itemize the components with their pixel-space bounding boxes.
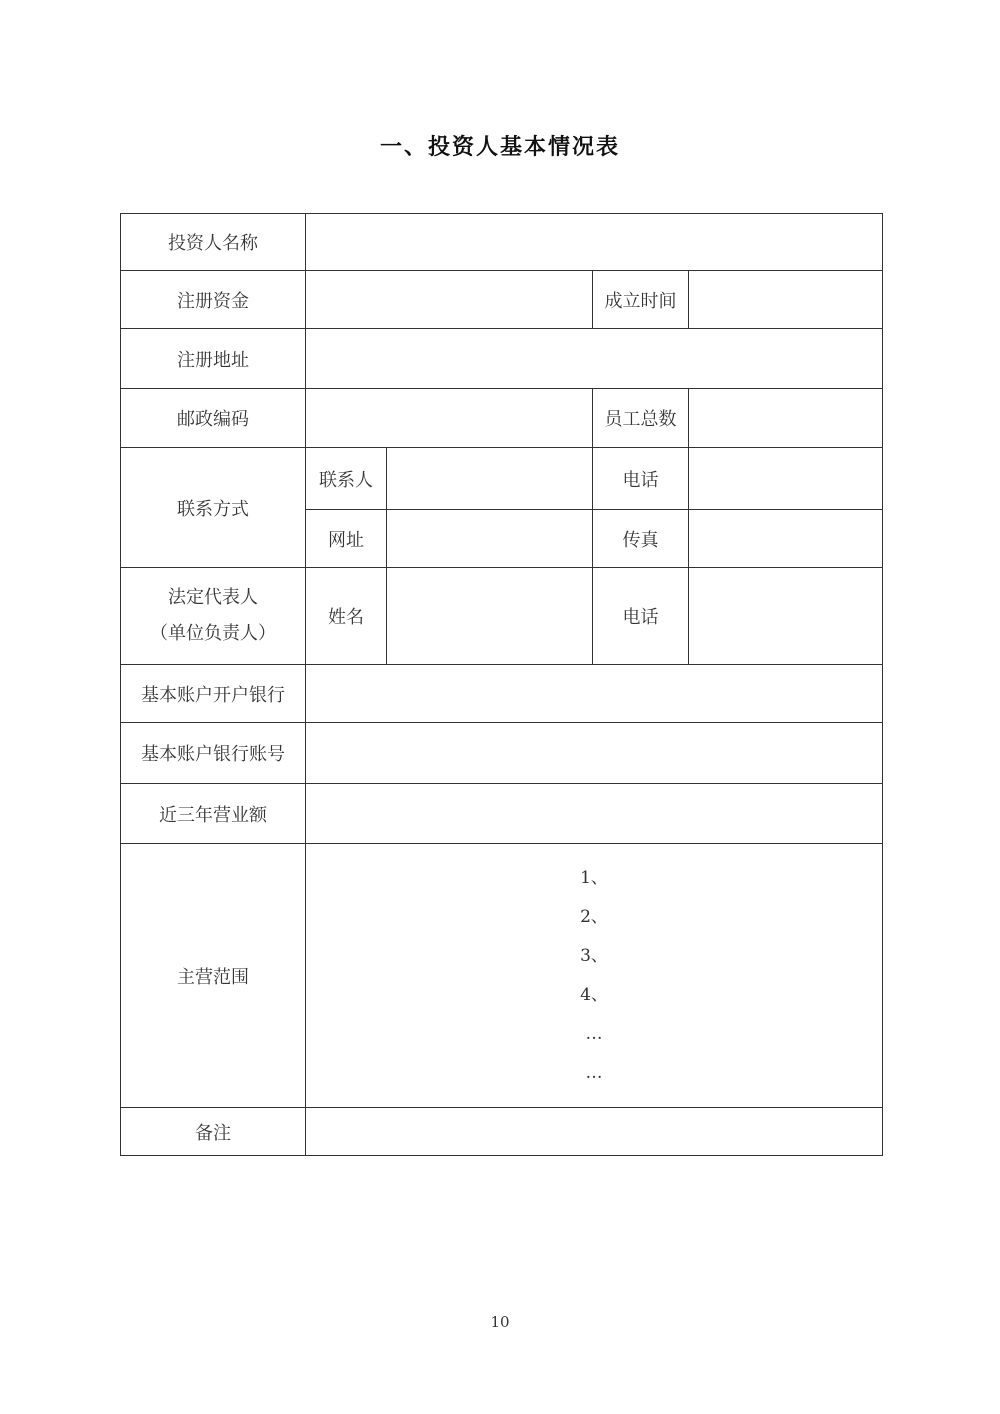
scope-item-3: 3、 <box>580 945 608 966</box>
phone-field[interactable] <box>689 448 883 510</box>
scope-item-6: … <box>585 1062 603 1083</box>
bank-label: 基本账户开户银行 <box>121 665 306 723</box>
legal-rep-title: 法定代表人 <box>168 587 258 608</box>
scope-item-5: … <box>585 1023 603 1044</box>
contact-person-label: 联系人 <box>306 448 387 510</box>
remarks-label: 备注 <box>121 1108 306 1156</box>
established-time-field[interactable] <box>689 271 883 329</box>
postal-code-field[interactable] <box>306 389 593 448</box>
bank-account-label: 基本账户银行账号 <box>121 723 306 784</box>
fax-label: 传真 <box>593 510 689 568</box>
registered-address-label: 注册地址 <box>121 329 306 389</box>
contact-method-label: 联系方式 <box>121 448 306 568</box>
legal-rep-phone-field[interactable] <box>689 568 883 665</box>
legal-rep-name-label: 姓名 <box>306 568 387 665</box>
legal-rep-name-field[interactable] <box>387 568 593 665</box>
registered-capital-field[interactable] <box>306 271 593 329</box>
postal-code-label: 邮政编码 <box>121 389 306 448</box>
business-scope-label: 主营范围 <box>121 844 306 1108</box>
page-title: 一、投资人基本情况表 <box>379 134 620 160</box>
total-employees-label: 员工总数 <box>593 389 689 448</box>
total-employees-field[interactable] <box>689 389 883 448</box>
investor-name-label: 投资人名称 <box>121 214 306 271</box>
legal-rep-phone-label: 电话 <box>593 568 689 665</box>
website-field[interactable] <box>387 510 593 568</box>
legal-rep-subtitle: （单位负责人） <box>150 623 276 644</box>
bank-account-field[interactable] <box>306 723 883 784</box>
fax-field[interactable] <box>689 510 883 568</box>
investor-name-field[interactable] <box>306 214 883 271</box>
phone-label: 电话 <box>593 448 689 510</box>
scope-item-4: 4、 <box>580 984 608 1005</box>
revenue-field[interactable] <box>306 784 883 844</box>
registered-address-field[interactable] <box>306 329 883 389</box>
contact-person-field[interactable] <box>387 448 593 510</box>
scope-item-1: 1、 <box>580 867 608 888</box>
legal-rep-label <box>121 568 306 665</box>
registered-capital-label: 注册资金 <box>121 271 306 329</box>
business-scope-field[interactable] <box>306 844 883 1108</box>
bank-field[interactable] <box>306 665 883 723</box>
page-number: 10 <box>490 1313 510 1331</box>
investor-info-table <box>120 213 883 1156</box>
scope-item-2: 2、 <box>580 906 608 927</box>
established-time-label: 成立时间 <box>593 271 689 329</box>
revenue-label: 近三年营业额 <box>121 784 306 844</box>
remarks-field[interactable] <box>306 1108 883 1156</box>
website-label: 网址 <box>306 510 387 568</box>
